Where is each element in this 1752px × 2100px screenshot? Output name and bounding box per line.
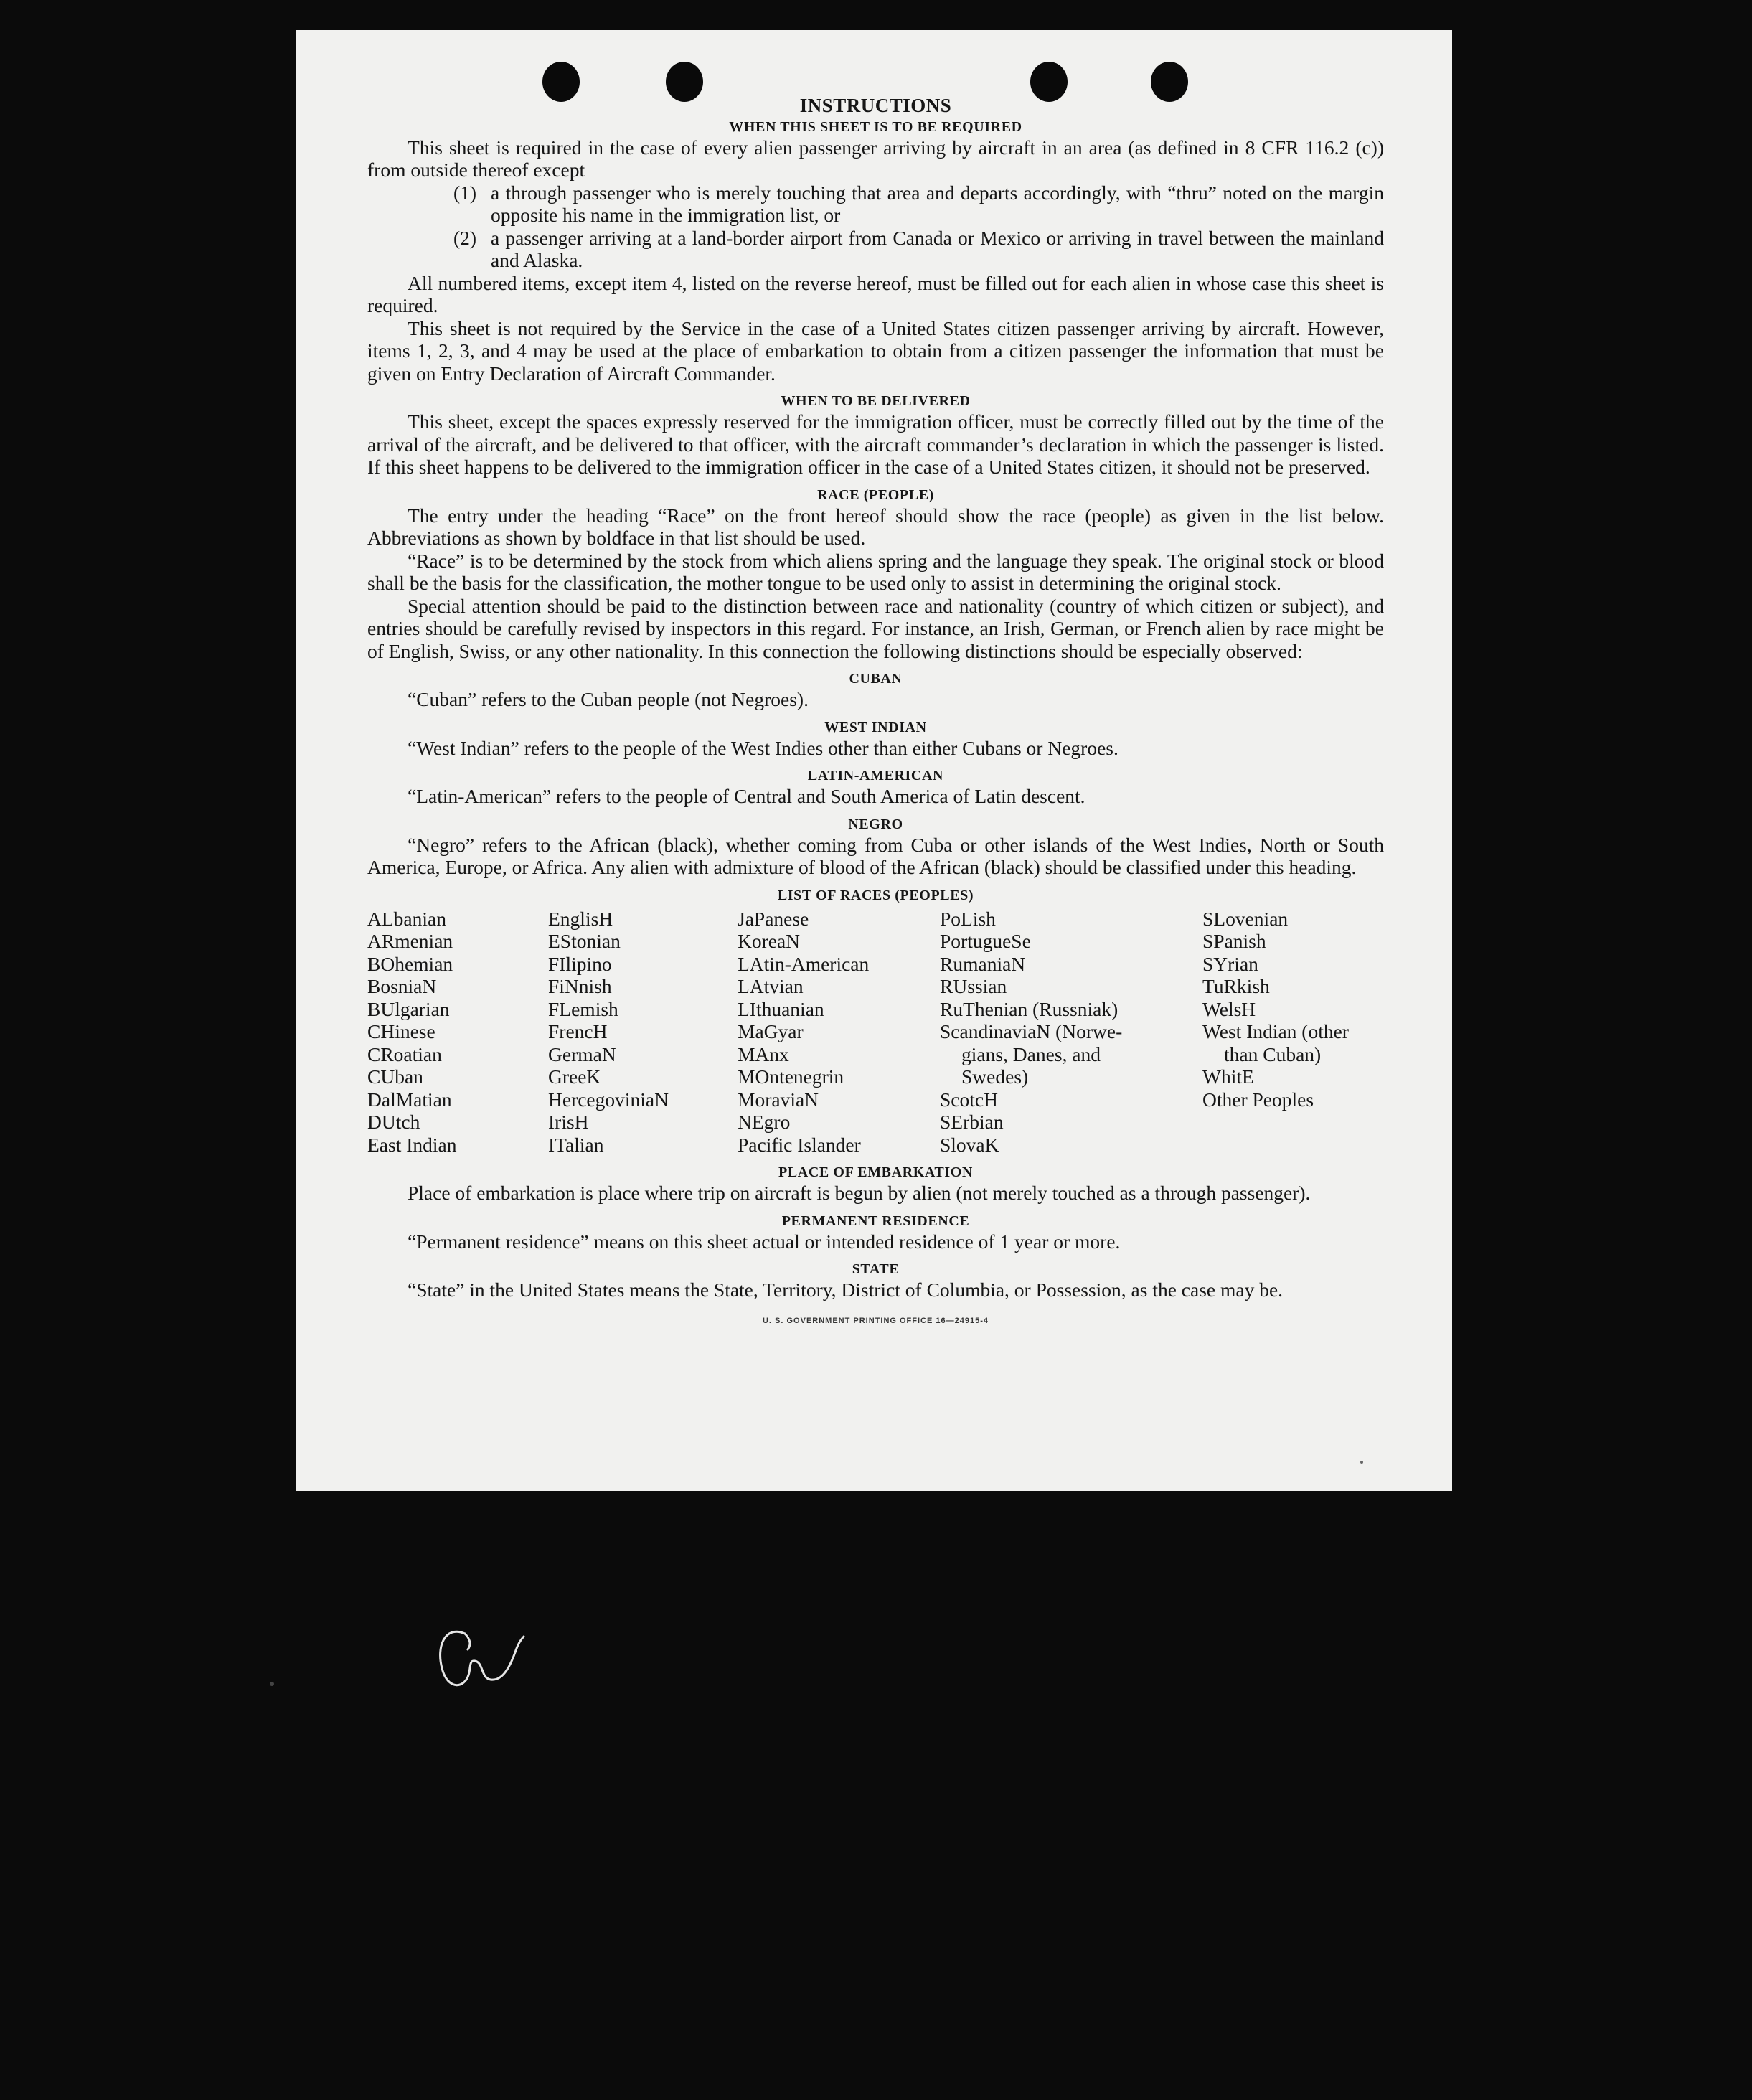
race-entry: GreeK	[548, 1065, 601, 1088]
item-text: a through passenger who is merely touching that area and departs accordingly, with “thru” noted on the margin opposite his name in the immigration list, or	[491, 181, 1384, 226]
race-entry: LAtin-American	[738, 952, 870, 975]
paragraph: This sheet is not required by the Service in the case of a United States citizen passenger arriving by aircraft. However, items 1, 2, 3, and 4 may be used at the place of embarkation to obtain from a citizen passenger the information that must be given on Entry Declaration of Aircraft Commander.	[367, 316, 1384, 385]
section-heading: WHEN THIS SHEET IS TO BE REQUIRED	[729, 118, 1022, 135]
race-entry: TuRkish	[1202, 975, 1270, 997]
race-entry: FIlipino	[548, 952, 612, 975]
race-entry: BOhemian	[367, 952, 453, 975]
section-heading: STATE	[852, 1261, 900, 1277]
race-entry: LIthuanian	[738, 997, 824, 1020]
paragraph: “Permanent residence” means on this sheet actual or intended residence of 1 year or more.	[408, 1230, 1121, 1253]
race-entry: FrencH	[548, 1020, 608, 1042]
section-heading: NEGRO	[848, 816, 903, 832]
race-entry: PortugueSe	[940, 930, 1031, 952]
race-entry: IrisH	[548, 1111, 589, 1133]
instructions-document	[367, 95, 1384, 1332]
race-entry: RumaniaN	[940, 952, 1026, 975]
race-entry: MaGyar	[738, 1020, 804, 1042]
race-entry: BUlgarian	[367, 997, 450, 1020]
paragraph: “West Indian” refers to the people of the West Indies other than either Cubans or Negroes.	[408, 736, 1118, 759]
race-list	[367, 908, 1384, 1157]
document-sheet	[296, 30, 1452, 1491]
paragraph: Special attention should be paid to the distinction between race and nationality (country of which citizen or subject), and entries should be carefully revised by inspectors in this regard. For instance, an Irish, German, or French alien by race might be of English, Swiss, or any other nationality. In this connection the following distinctions should be especially observed:	[367, 594, 1384, 662]
section-heading: CUBAN	[849, 671, 903, 687]
race-entry: SlovaK	[940, 1133, 999, 1156]
race-column	[1202, 908, 1384, 1157]
paragraph: The entry under the heading “Race” on the front hereof should show the race (people) as given in the list below. Abbreviations as shown by boldface in that list should be used.	[367, 504, 1384, 549]
race-entry: DUtch	[367, 1111, 420, 1133]
race-entry: ScandinaviaN (Norwe-	[940, 1020, 1123, 1042]
section-heading: LATIN-AMERICAN	[807, 768, 944, 783]
item-number: (1)	[453, 181, 477, 204]
race-entry: BosniaN	[367, 975, 437, 997]
race-entry: JaPanese	[738, 907, 809, 930]
race-entry: ScotcH	[940, 1088, 998, 1111]
race-entry: FLemish	[548, 997, 618, 1020]
race-entry: gians, Danes, and	[961, 1042, 1101, 1065]
race-entry: GermaN	[548, 1042, 616, 1065]
race-column	[940, 908, 1202, 1157]
list-item	[453, 182, 1384, 227]
race-entry: EStonian	[548, 930, 621, 952]
section-heading: WHEN TO BE DELIVERED	[781, 393, 971, 409]
race-entry: CHinese	[367, 1020, 435, 1042]
race-entry: LAtvian	[738, 975, 804, 997]
paragraph: This sheet is required in the case of every alien passenger arriving by aircraft in an area (as defined in 8 CFR 116.2 (c)) from outside thereof except	[367, 136, 1384, 181]
race-entry: MOntenegrin	[738, 1065, 844, 1088]
race-entry: SPanish	[1202, 930, 1266, 952]
race-entry: WhitE	[1202, 1065, 1254, 1088]
section-heading: RACE (PEOPLE)	[817, 486, 934, 503]
handwritten-mark	[430, 1618, 545, 1697]
paragraph: All numbered items, except item 4, listed on the reverse hereof, must be filled out for each alien in whose case this sheet is required.	[367, 271, 1384, 316]
page-title: INSTRUCTIONS	[799, 95, 952, 116]
item-number: (2)	[453, 226, 477, 249]
race-entry: SErbian	[940, 1111, 1004, 1133]
race-entry: KoreaN	[738, 930, 801, 952]
race-entry: ALbanian	[367, 907, 446, 930]
race-entry: RUssian	[940, 975, 1007, 997]
race-entry: than Cuban)	[1224, 1042, 1322, 1065]
section-heading: LIST OF RACES (PEOPLES)	[777, 887, 974, 903]
list-item	[453, 227, 1384, 272]
section-heading: PLACE OF EMBARKATION	[778, 1164, 973, 1180]
paragraph: Place of embarkation is place where trip on aircraft is begun by alien (not merely touched as a through passenger).	[408, 1182, 1311, 1204]
race-entry: RuThenian (Russniak)	[940, 997, 1118, 1020]
printer-imprint: U. S. GOVERNMENT PRINTING OFFICE 16—24915-4	[762, 1316, 989, 1325]
race-entry: SYrian	[1202, 952, 1258, 975]
section-heading: WEST INDIAN	[824, 719, 927, 735]
paragraph: “Cuban” refers to the Cuban people (not Negroes).	[408, 688, 809, 710]
paragraph: “Race” is to be determined by the stock from which aliens spring and the language they speak. The original stock or blood shall be the basis for the classification, the mother tongue to be used only to assist in determining the original stock.	[367, 549, 1384, 594]
race-entry: Pacific Islander	[738, 1133, 861, 1156]
race-entry: CUban	[367, 1065, 423, 1088]
race-column	[548, 908, 738, 1157]
race-entry: DalMatian	[367, 1088, 452, 1111]
race-entry: ITalian	[548, 1133, 604, 1156]
paragraph: This sheet, except the spaces expressly reserved for the immigration officer, must be correctly filled out by the time of the arrival of the aircraft, and be delivered to that officer, with the aircraft commander’s declaration in which the passenger is listed. If this sheet happens to be delivered to the immigration officer in the case of a United States citizen, it should not be preserved.	[367, 410, 1384, 478]
paragraph: “Negro” refers to the African (black), whether coming from Cuba or other islands of the West Indies, North or South America, Europe, or Africa. Any alien with admixture of blood of the African (black) should be classified under this heading.	[367, 833, 1384, 878]
race-entry: EnglisH	[548, 907, 613, 930]
race-entry: FiNnish	[548, 975, 612, 997]
race-entry: East Indian	[367, 1133, 457, 1156]
item-text: a passenger arriving at a land-border airport from Canada or Mexico or arriving in travel between the mainland and Alaska.	[491, 226, 1384, 271]
race-entry: Swedes)	[961, 1065, 1029, 1088]
race-entry: HercegoviniaN	[548, 1088, 669, 1111]
paragraph: “State” in the United States means the State, Territory, District of Columbia, or Possession, as the case may be.	[408, 1279, 1284, 1301]
race-entry: NEgro	[738, 1111, 791, 1133]
section-heading: PERMANENT RESIDENCE	[781, 1213, 970, 1229]
race-entry: MAnx	[738, 1042, 789, 1065]
race-column	[367, 908, 548, 1157]
speck	[270, 1682, 274, 1686]
race-entry: ARmenian	[367, 930, 453, 952]
race-entry: CRoatian	[367, 1042, 442, 1065]
race-entry: PoLish	[940, 907, 996, 930]
speck	[1360, 1461, 1363, 1464]
race-column	[738, 908, 940, 1157]
race-entry: West Indian (other	[1202, 1020, 1349, 1042]
paragraph: “Latin-American” refers to the people of Central and South America of Latin descent.	[408, 785, 1085, 807]
race-entry: SLovenian	[1202, 907, 1289, 930]
race-entry: Other Peoples	[1202, 1088, 1314, 1111]
race-entry: MoraviaN	[738, 1088, 819, 1111]
race-entry: WelsH	[1202, 997, 1256, 1020]
